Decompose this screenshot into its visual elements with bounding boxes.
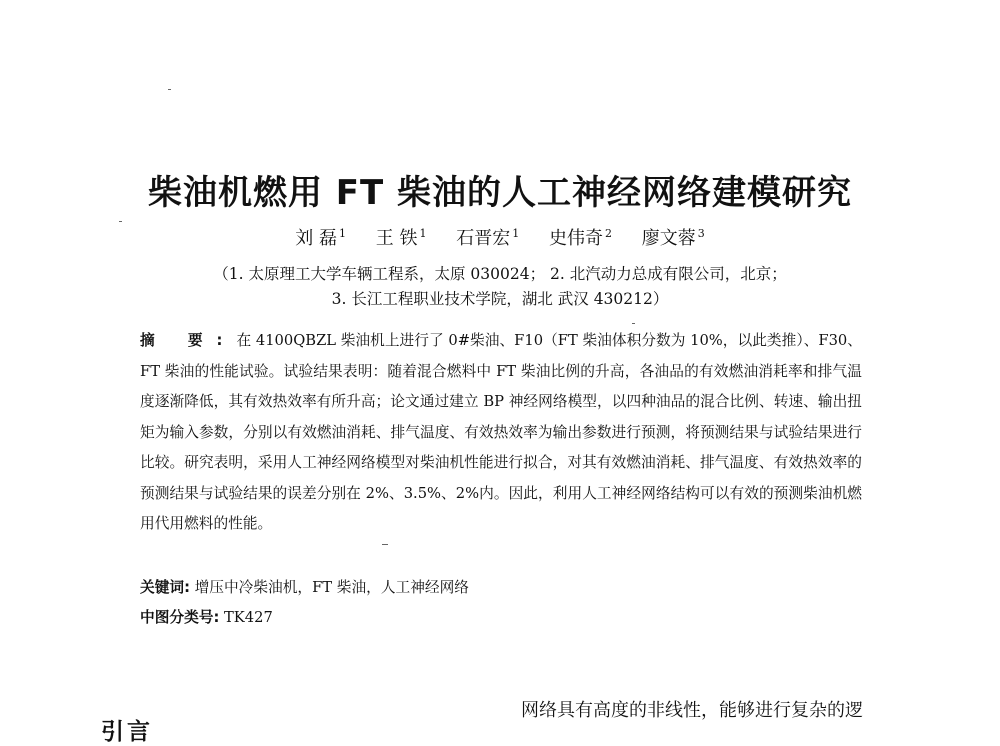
- author-affiliation-mark: 2: [604, 227, 612, 240]
- author: [456, 228, 519, 249]
- author: [376, 228, 427, 249]
- author-affiliation-mark: 1: [512, 227, 520, 240]
- author: [295, 228, 346, 249]
- author-list: [0, 221, 1000, 252]
- author-affiliation-mark: 3: [697, 227, 705, 240]
- section-heading: 引言: [101, 719, 153, 746]
- paper-title: 柴油机燃用 FT 柴油的人工神经网络建模研究: [147, 172, 853, 213]
- keywords: [140, 574, 469, 602]
- author: [642, 228, 705, 249]
- author-name: 刘 磊: [295, 228, 338, 249]
- affiliation-line: 3. 长江工程职业技术学院，湖北 武汉 430212）: [331, 290, 669, 308]
- abstract-label: 摘 要:: [140, 332, 237, 349]
- scan-speck: [168, 89, 171, 90]
- author-name: 史伟奇: [548, 228, 603, 249]
- author-affiliation-mark: 1: [419, 227, 427, 240]
- keywords-text: 增压中冷柴油机，FT 柴油，人工神经网络: [194, 579, 469, 596]
- affiliation-line: （1. 太原理工大学车辆工程系，太原 030024； 2. 北汽动力总成有限公司，北京；: [213, 265, 787, 283]
- scan-speck: [632, 323, 635, 324]
- classification-value: TK427: [223, 609, 273, 626]
- author-affiliation-mark: 1: [339, 227, 347, 240]
- abstract-text: 在 4100QBZL 柴油机上进行了 0#柴油、F10（FT 柴油体积分数为 10%，以此类推）、F30、FT 柴油的性能试验。试验结果表明：随着混合燃料中 FT 柴油比例的升高，各油品的有效燃油消耗率和排气温度逐渐降低，其有效热效率有所升高；论文通过建立 BP 神经网络模型，以四种油品的混合比例、转速、输出扭矩为输入参数，分别以有效燃油消耗、排气温度、有效热效率为输出参数进行预测，将预测结果与试验结果进行比较。研究表明，采用人工神经网络模型对柴油机性能进行拟合，对其有效燃油消耗、排气温度、有效热效率的预测结果与试验结果的误差分别在 2%、3.5%、2%内。因此，利用人工神经网络结构可以有效的预测柴油机燃用代用燃料的性能。: [140, 332, 862, 532]
- keywords-label: 关键词:: [140, 579, 190, 596]
- classification-number: [140, 604, 273, 632]
- author-name: 廖文蓉: [641, 228, 696, 249]
- author-name: 王 铁: [375, 228, 418, 249]
- affiliations: [160, 262, 840, 312]
- author: [549, 228, 612, 249]
- abstract: [140, 326, 862, 540]
- body-text-right-column: 网络具有高度的非线性，能够进行复杂的逻: [521, 700, 863, 721]
- classification-label: 中图分类号:: [140, 609, 220, 626]
- author-name: 石晋宏: [456, 228, 511, 249]
- scan-speck: [382, 544, 388, 545]
